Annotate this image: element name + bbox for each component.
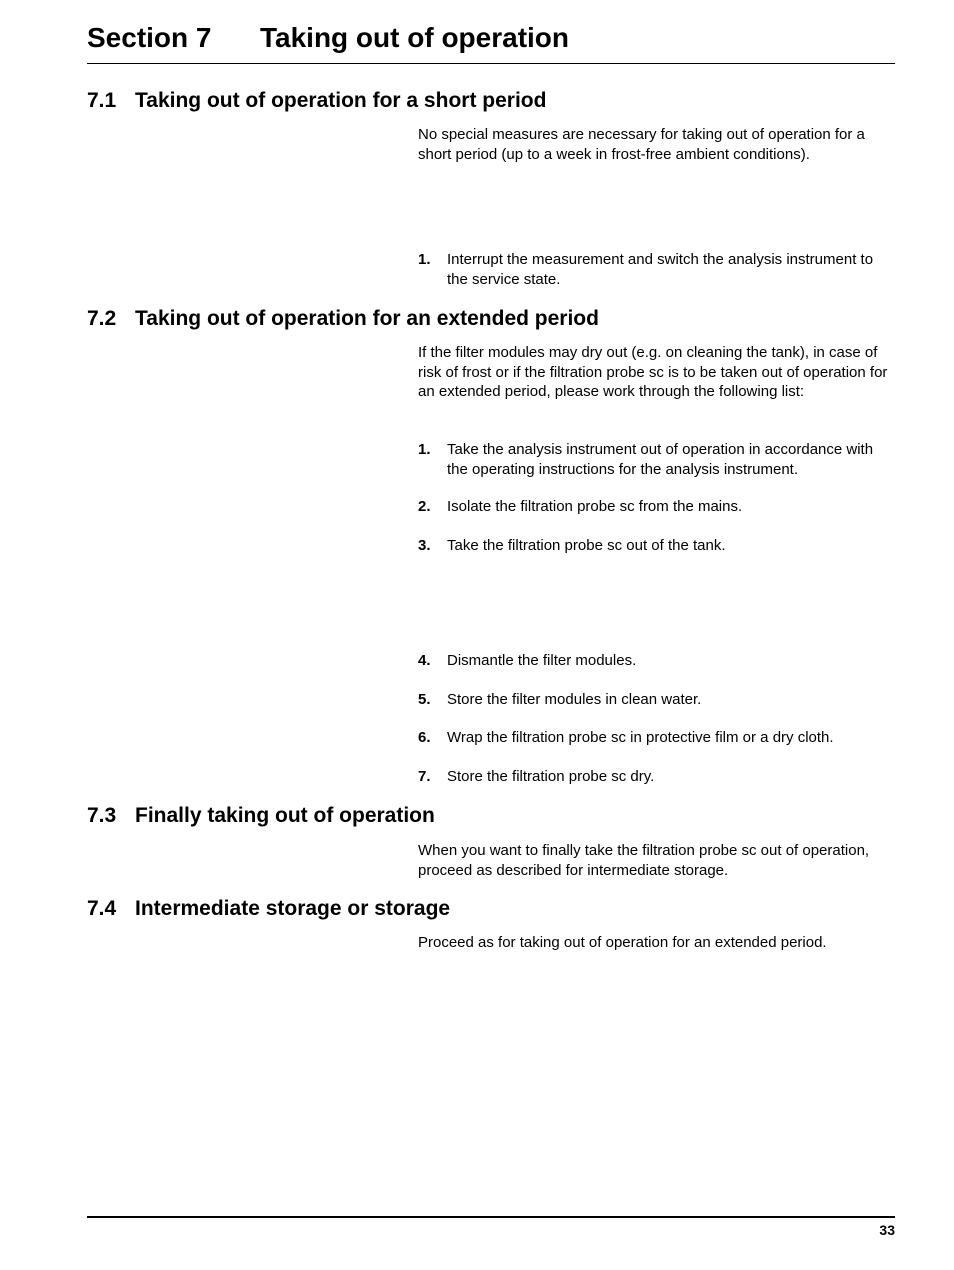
step-text: Wrap the filtration probe sc in protective film or a dry cloth. bbox=[447, 729, 834, 746]
section-title-text: Taking out of operation bbox=[260, 22, 570, 53]
subsection-title: Taking out of operation for an extended period bbox=[135, 307, 599, 330]
step-text: Dismantle the filter modules. bbox=[447, 652, 637, 669]
page-number: 33 bbox=[879, 1222, 895, 1238]
subsection-7-1-intro: No special measures are necessary for taking out of operation for a short period (up to a week in frost-free ambient conditions). bbox=[418, 126, 865, 163]
step-7-2-3 bbox=[418, 536, 898, 556]
step-7-2-7 bbox=[418, 767, 898, 787]
step-number: 1. bbox=[418, 251, 431, 268]
step-text: Take the filtration probe sc out of the tank. bbox=[447, 537, 726, 554]
subsection-number: 7.3 bbox=[87, 804, 117, 827]
subsection-title: Finally taking out of operation bbox=[135, 804, 435, 827]
step-number: 4. bbox=[418, 652, 431, 669]
subsection-title: Taking out of operation for a short period bbox=[135, 89, 547, 112]
subsection-7-4-intro: Proceed as for taking out of operation for an extended period. bbox=[418, 934, 827, 951]
section-number: Section 7 bbox=[87, 22, 212, 53]
subsection-number: 7.1 bbox=[87, 89, 117, 112]
subsection-title: Intermediate storage or storage bbox=[135, 897, 451, 920]
step-number: 5. bbox=[418, 691, 431, 708]
step-number: 1. bbox=[418, 441, 431, 458]
subsection-number: 7.4 bbox=[87, 897, 117, 920]
subsection-7-4-heading bbox=[87, 896, 450, 922]
step-7-2-1 bbox=[418, 440, 898, 479]
step-7-2-6 bbox=[418, 728, 898, 748]
step-number: 7. bbox=[418, 768, 431, 785]
section-title-rule bbox=[87, 63, 895, 64]
subsection-7-2-heading bbox=[87, 306, 599, 332]
step-7-2-2 bbox=[418, 497, 898, 517]
footer-rule bbox=[87, 1216, 895, 1218]
step-text: Interrupt the measurement and switch the analysis instrument to the service state. bbox=[447, 251, 874, 288]
step-text: Store the filter modules in clean water. bbox=[447, 691, 702, 708]
step-text: Isolate the filtration probe sc from the mains. bbox=[447, 498, 743, 515]
subsection-7-1-heading bbox=[87, 88, 546, 114]
subsection-7-3-intro: When you want to finally take the filtration probe sc out of operation, proceed as described for intermediate storage. bbox=[418, 842, 870, 879]
step-7-2-4 bbox=[418, 651, 898, 671]
step-text: Take the analysis instrument out of operation in accordance with the operating instructions for the analysis instrument. bbox=[447, 441, 874, 478]
subsection-7-2-intro: If the filter modules may dry out (e.g. on cleaning the tank), in case of risk of frost or if the filtration probe sc is to be taken out of operation for an extended period, please work through the following list: bbox=[418, 344, 888, 400]
subsection-7-3-heading bbox=[87, 803, 435, 829]
step-number: 2. bbox=[418, 498, 431, 515]
step-7-1-1 bbox=[418, 250, 898, 289]
section-title bbox=[87, 20, 895, 56]
step-number: 3. bbox=[418, 537, 431, 554]
step-7-2-5 bbox=[418, 690, 898, 710]
step-number: 6. bbox=[418, 729, 431, 746]
subsection-number: 7.2 bbox=[87, 307, 117, 330]
step-text: Store the filtration probe sc dry. bbox=[447, 768, 655, 785]
